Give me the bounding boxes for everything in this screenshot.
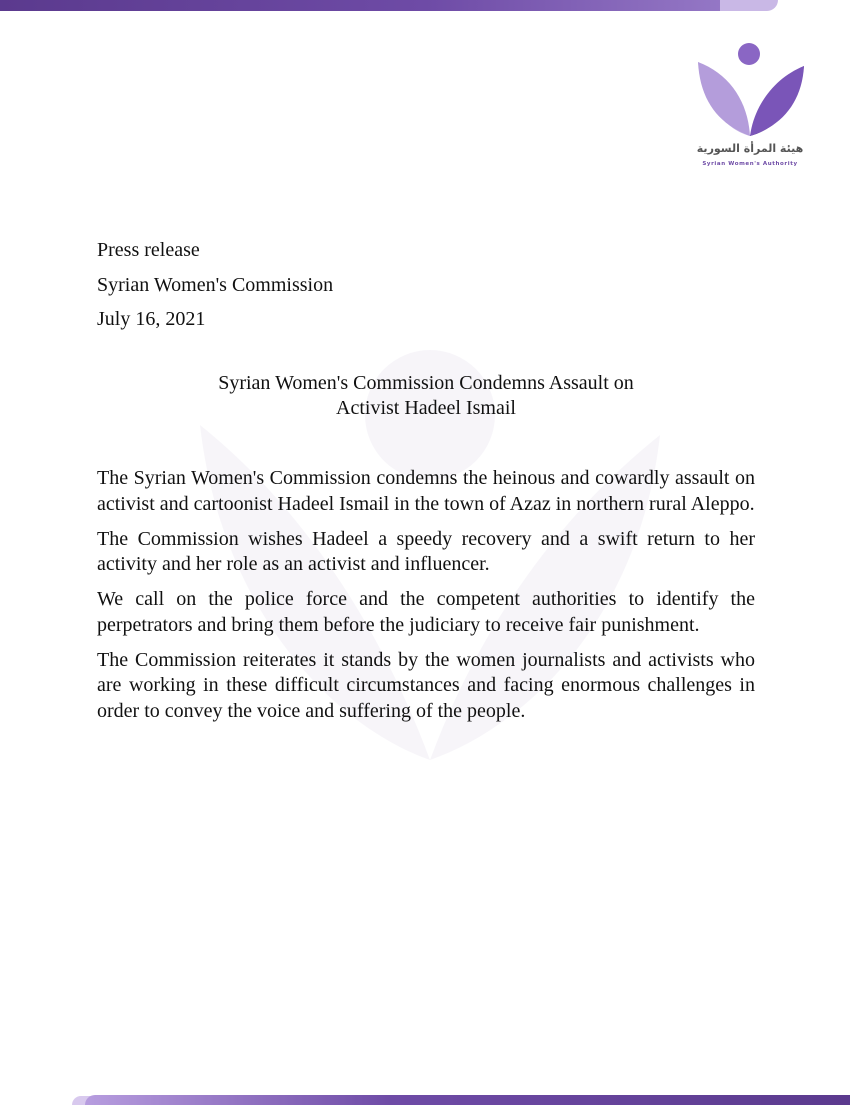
body-paragraph: We call on the police force and the competent authorities to identify the perpetrators and bring them before the judiciary to receive fair punishment.	[97, 588, 755, 636]
logo-arabic-name: هيئة المرأة السورية	[696, 142, 804, 155]
organization-logo	[690, 40, 810, 175]
body-paragraph: The Syrian Women's Commission condemns the heinous and cowardly assault on activist and cartoonist Hadeel Ismail in the town of Azaz in northern rural Aleppo.	[97, 467, 755, 515]
body-paragraph: The Commission reiterates it stands by the women journalists and activists who are working in these difficult circumstances and facing enormous challenges in order to convey the voice and suffering of the people.	[97, 648, 755, 722]
title-line-1: Syrian Women's Commission Condemns Assault on	[218, 372, 634, 394]
press-release-body	[97, 466, 755, 734]
bottom-decorative-bar	[85, 1095, 850, 1105]
organization-name: Syrian Women's Commission	[97, 273, 334, 296]
top-decorative-bar	[0, 0, 775, 11]
release-date: July 16, 2021	[97, 308, 206, 330]
document-type: Press release	[97, 239, 200, 261]
top-decorative-bar-accent	[720, 0, 778, 11]
press-release-title	[97, 371, 755, 421]
body-paragraph: The Commission wishes Hadeel a speedy recovery and a swift return to her activity and her role as an activist and influencer.	[97, 527, 755, 575]
logo-english-name: Syrian Women's Authority	[702, 161, 798, 167]
document-header	[97, 233, 333, 337]
logo-emblem-icon	[690, 40, 810, 140]
title-line-2: Activist Hadeel Ismail	[336, 397, 516, 419]
